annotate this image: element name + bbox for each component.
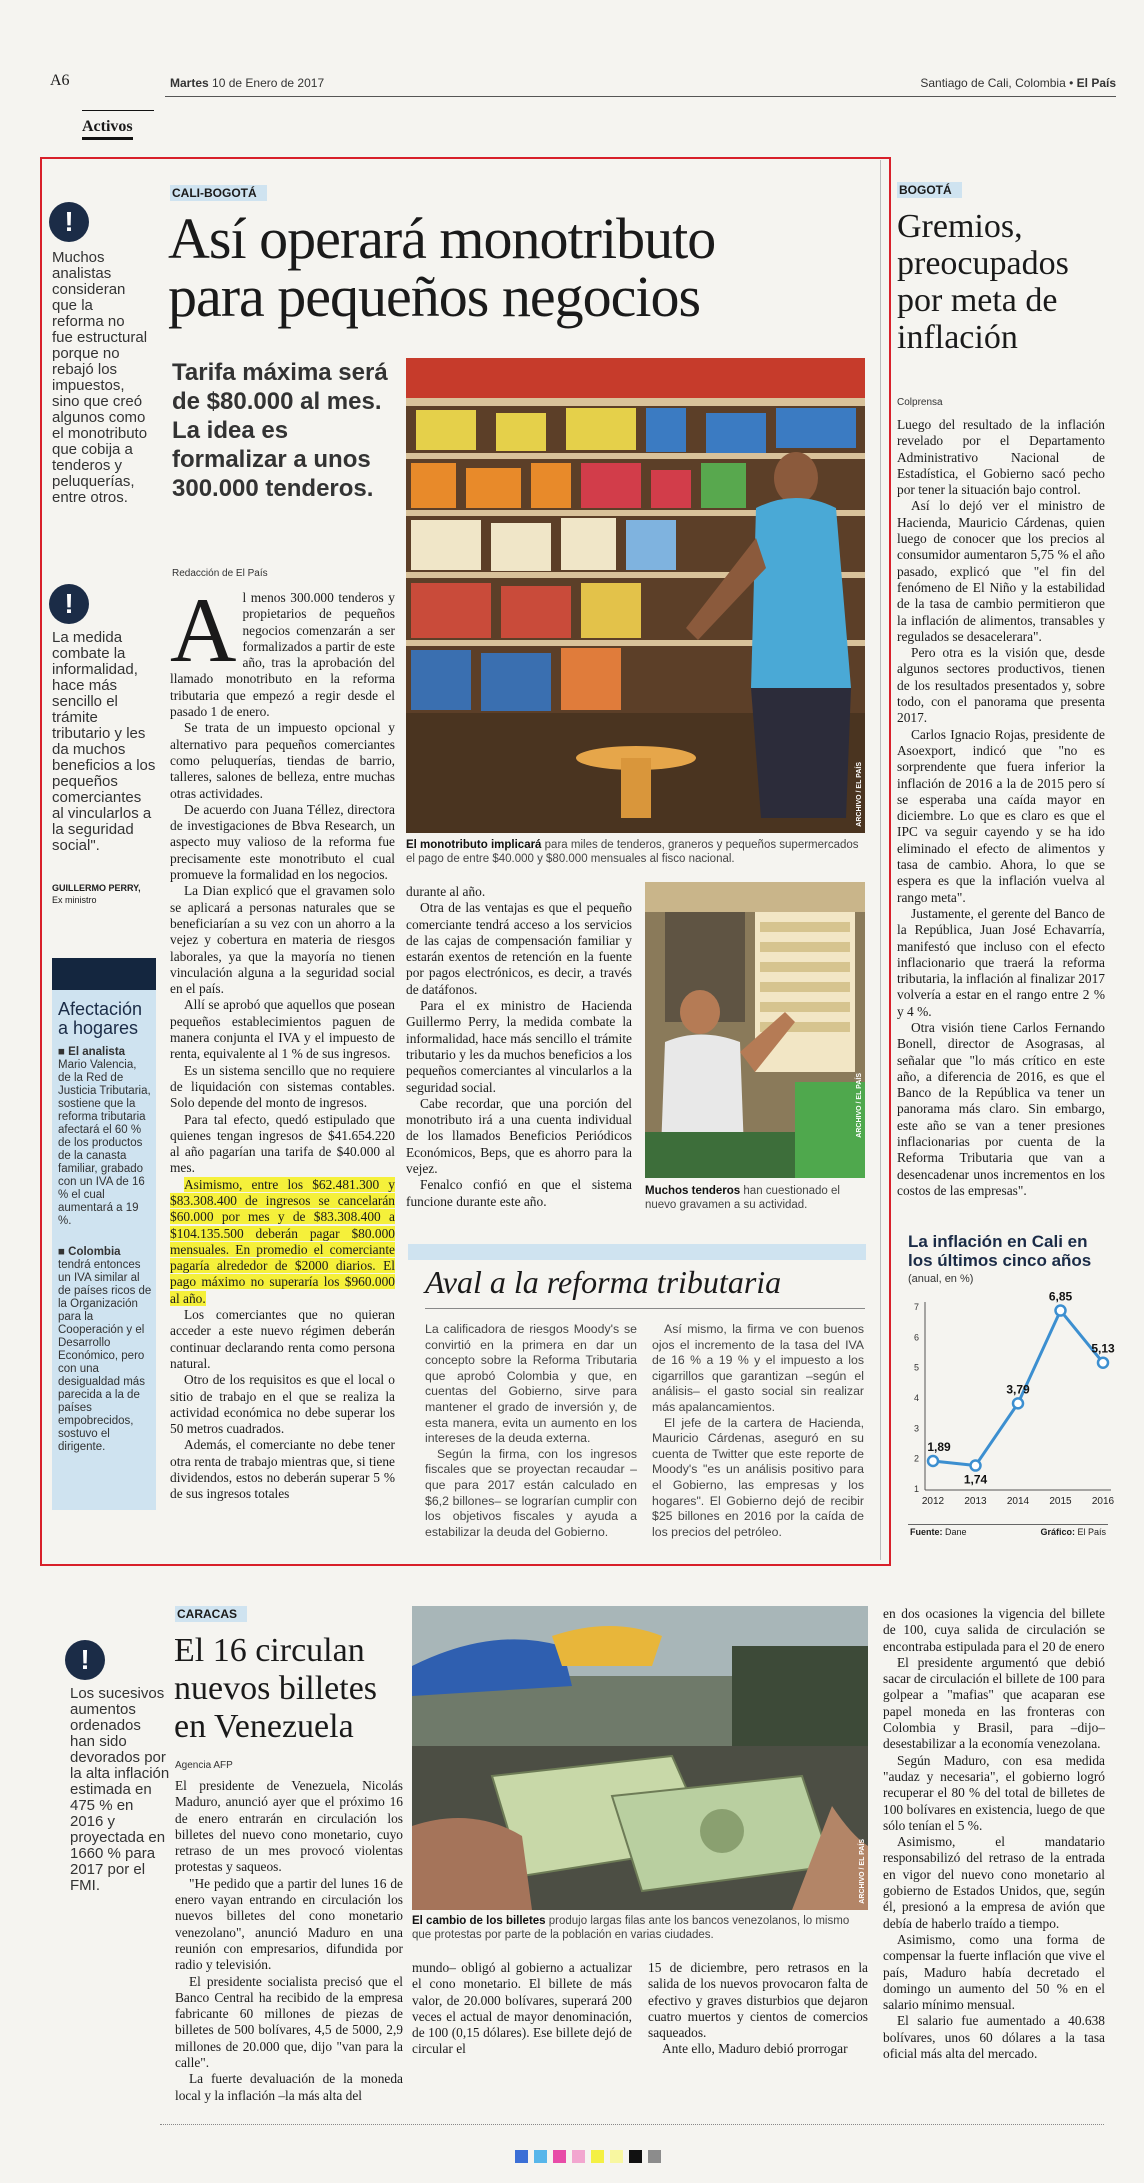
sidebar-box-item-2-text: tendrá entonces un IVA similar al de países ricos de la Organización para la Cooperación y el Desarrollo Económico, pero con una desigualdad más parecida a la de países empobrecidos, sostuvo el dirigente. <box>58 1259 152 1453</box>
photo1-caption <box>406 838 865 866</box>
chart-source-value: Dane <box>945 1527 967 1537</box>
y-tick-label: 6 <box>913 1332 919 1343</box>
sidebar-box-item-1-text: Mario Valencia, de la Red de Justicia Tributaria, sostiene que la reforma tributaria afectará el 60 % de los productos de la canasta familiar, grabado con un IVA de 16 % el cual aumentará a 19 %. <box>58 1059 151 1227</box>
photo-shopkeeper <box>645 882 865 1178</box>
paragraph: Luego del resultado de la inflación revelado por el Departamento Administrativo Nacional de Estadística, el Gobierno sacó pecho por tener la situación bajo control. <box>897 417 1105 498</box>
data-point <box>1013 1398 1023 1408</box>
color-swatch <box>648 2150 661 2163</box>
y-tick-label: 7 <box>913 1302 919 1312</box>
x-tick-label: 2015 <box>1049 1496 1072 1507</box>
sidebar-box-item-2 <box>58 1246 152 1454</box>
right-topic: BOGOTÁ <box>897 182 962 198</box>
paragraph: Según la firma, con los ingresos fiscales que se proyectan recaudar –que para 2017 están calculado en $6,2 billones– se lograrían cumplir con los objetivos fiscales y ayuda a estabilizar la deuda del Gobierno. <box>425 1446 637 1539</box>
paragraph: El presidente argumentó que debió sacar de circulación el billete de 100 para golpear a "mafias" que acaparan ese papel moneda en las fronteras con Colombia y Brasil, para –dijo– desestabilizar a la economía venezolana. <box>883 1654 1105 1752</box>
aval-title-rule <box>425 1308 865 1309</box>
right-byline: Colprensa <box>897 397 943 408</box>
paragraph: Asimismo, como una forma de compensar la fuerte inflación que vive el país, Maduro había decretado el domingo un aumento del 50 % en el salario mínimo mensual. <box>883 1931 1105 2013</box>
venezuela-col-4 <box>883 1606 1105 2062</box>
sidebar-quote-1: Muchos analistas consideran que la reforma no fue estructural porque no rebajó los impuestos, sino que creó algunos como el monotributo que cobija a tenderos y peluquerías, entre otros. <box>52 249 148 506</box>
data-label: 6,85 <box>1048 1289 1073 1304</box>
banknotes-illustration <box>412 1606 868 1910</box>
quote-author: GUILLERMO PERRY, <box>52 883 141 893</box>
inflation-chart <box>905 1288 1115 1520</box>
chart-subtitle: (anual, en %) <box>908 1273 974 1285</box>
x-tick-label: 2012 <box>921 1496 945 1507</box>
chart-graphic-label: Gráfico: <box>1040 1527 1075 1537</box>
header-date-day: Martes <box>170 76 209 90</box>
photo-credit: ARCHIVO / EL PAÍS <box>856 1073 863 1138</box>
info-icon: ! <box>49 202 89 242</box>
right-body <box>897 417 1105 1199</box>
header-location <box>920 76 1116 90</box>
info-icon: ! <box>65 1640 105 1680</box>
main-headline <box>168 206 868 329</box>
sidebar-box-item-1 <box>58 1046 152 1228</box>
x-tick-label: 2014 <box>1006 1496 1030 1507</box>
paragraph: Otro de los requisitos es que el local o sitio de trabajo en el que se realiza la actividad económica no debe superar los 50 metros cuadrados. <box>170 1372 395 1437</box>
section-tab-rule <box>82 110 154 111</box>
color-swatch <box>515 2150 528 2163</box>
color-registration-bar <box>515 2150 661 2164</box>
paragraph: Allí se aprobó que aquellos que posean pequeños establecimientos paguen de manera conjunta el IVA y el impuesto de renta, equivalente al 1 % de sus ingresos. <box>170 997 395 1062</box>
photo2-caption <box>645 1184 865 1212</box>
color-swatch <box>553 2150 566 2163</box>
paragraph: Se trata de un impuesto opcional y alternativo para pequeños comerciantes como peluquerías, tiendas de barrio, talleres, salones de belleza, entre muchas otras actividades. <box>170 720 395 801</box>
aval-title: Aval a la reforma tributaria <box>425 1264 782 1300</box>
main-headline-1: Así operará monotributo <box>168 206 716 271</box>
header-city: Santiago de Cali, Colombia • <box>920 76 1077 90</box>
quote-role: Ex ministro <box>52 895 97 905</box>
paragraph: Para tal efecto, quedó estipulado que quienes tengan ingresos de $41.654.220 al año pagarían una tarifa de $40.000 al mes. <box>170 1111 395 1176</box>
photo1-caption-text: para miles de tenderos, graneros y pequeños supermercados el pago de entre $40.000 y $80.000 mensuales al fisco nacional. <box>406 839 859 865</box>
chart-source-label: Fuente: <box>910 1527 943 1537</box>
photo-store-shelves <box>406 358 865 833</box>
paragraph: Pero otra es la visión que, desde algunos sectores productivos, tienen de los resultados presentados y, sobre todo, con el panorama que presenta 2017. <box>897 645 1105 726</box>
paragraph: El jefe de la cartera de Hacienda, Mauricio Cárdenas, aseguró en su cuenta de Twitter que este reporte de Moody's "es un análisis positivo para el Gobierno, las empresas y los hogares". El Gobierno dejó de recibir $25 billones en 2016 por la caída de los precios del petróleo. <box>652 1415 864 1539</box>
section-label: Activos <box>82 118 133 140</box>
data-label: 3,79 <box>1006 1382 1030 1397</box>
photo-banknotes <box>412 1606 868 1910</box>
main-headline-2: para pequeños negocios <box>168 264 701 329</box>
chart-footer <box>908 1524 1108 1538</box>
paragraph: 15 de diciembre, pero retrasos en la salida de los nuevos provocaron falta de efectivo y graves disturbios que dejaron cuatro muertos y cientos de comercios saqueados. <box>648 1960 868 2041</box>
right-headline: Gremios, preocupados por meta de inflación <box>897 208 1069 356</box>
photo-credit: ARCHIVO / EL PAÍS <box>856 762 863 827</box>
lead-paragraph: l menos 300.000 tenderos y propietarios de pequeños negocios comenzarán a ser formalizados a partir de este año, tras la aprobación del llamado monotributo en la reforma tributaria que empezó a regir desde el pasado 1 de enero. <box>170 590 395 720</box>
data-point <box>928 1456 938 1466</box>
paragraph: Es un sistema sencillo que no requiere de liquidación con sistemas contables. Solo depende del monto de ingresos. <box>170 1062 395 1111</box>
bottom-rule <box>160 2124 1104 2125</box>
venezuela-topic: CARACAS <box>175 1606 247 1622</box>
paragraph: Además, el comerciante no debe tener otra renta de trabajo mientras que, si tiene dividendos, estos no deberán superar 5 % de sus ingresos totales <box>170 1437 395 1502</box>
color-swatch <box>534 2150 547 2163</box>
color-swatch <box>591 2150 604 2163</box>
venezuela-byline: Agencia AFP <box>175 1760 233 1771</box>
store-shelves-illustration <box>406 358 865 833</box>
color-swatch <box>629 2150 642 2163</box>
aval-col-2 <box>652 1322 864 1540</box>
y-tick-label: 4 <box>913 1393 919 1403</box>
paragraph: "He pedido que a partir del lunes 16 de enero vayan entrando en circulación los nuevos billetes del cono monetario venezolano", anunció Maduro en una reunión con empresarios, difundida por radio y televisión. <box>175 1875 403 1973</box>
color-swatch <box>572 2150 585 2163</box>
x-tick-label: 2016 <box>1091 1496 1115 1507</box>
main-topic: CALI-BOGOTÁ <box>170 185 267 201</box>
header-date-rest: 10 de Enero de 2017 <box>208 76 325 90</box>
paragraph: La calificadora de riesgos Moody's se convirtió en la primera en dar un concepto sobre la Reforma Tributaria que aprobó Colombia y que, en cuentas del Gobierno, sirve para mantener el grado de inversión y, de esta manera, evita un aumento en los intereses de la deuda externa. <box>425 1322 637 1446</box>
color-swatch <box>610 2150 623 2163</box>
venezuela-col-3 <box>648 1960 868 2058</box>
header-rule <box>165 96 1116 97</box>
paragraph: Así lo dejó ver el ministro de Hacienda, Mauricio Cárdenas, quien luego de conocer que los precios al consumidor aumentaron 5,75 % el año pasado, explicó que "el fin del fenómeno de El Niño y la estabilidad de la tasa de cambio permitieron que la inflación de alimentos, transables y regulados se desacelerara". <box>897 498 1105 644</box>
photo2-caption-bold: Muchos tenderos <box>645 1185 741 1197</box>
paragraph: Fenalco confió en que el sistema funcione durante este año. <box>406 1177 632 1209</box>
aval-col-1 <box>425 1322 637 1540</box>
header-paper: El País <box>1076 76 1116 90</box>
paragraph: mundo– obligó al gobierno a actualizar el cono monetario. El billete de más valor, de 20.000 bolívares, superará 200 veces el actual de mayor denominación, de 100 (0,15 dólares). Ese billete dejó de circular el <box>412 1960 632 2057</box>
venezuela-col-1 <box>175 1778 403 2104</box>
paragraph: Así mismo, la firma ve con buenos ojos el incremento de la tasa del IVA de 16 % a 19 % y el impuesto a los cigarrillos que garantizan –según el análisis– el gasto social sin realizar más apalancamientos. <box>652 1322 864 1414</box>
paragraph: El salario fue aumentado a 40.638 bolívares, unos 60 dólares a la tasa oficial más alta del mercado. <box>883 2013 1105 2062</box>
main-byline: Redacción de El País <box>172 568 268 579</box>
paragraph: Cabe recordar, que una porción del monotributo irá a una cuenta individual de los llamados Beneficios Periódicos Económicos, Beps, que es ahorro para la vejez. <box>406 1095 632 1177</box>
main-col-2 <box>406 884 632 1210</box>
venezuela-caption-bold: El cambio de los billetes <box>412 1915 546 1927</box>
venezuela-photo-caption <box>412 1914 868 1942</box>
data-label: 5,13 <box>1091 1341 1115 1356</box>
paragraph: Otra de las ventajas es que el pequeño comerciante tendrá acceso a los servicios de las cajas de compensación familiar y estarán exentos de retención en la fuente por pagos electrónicos, es decir, a través de datáfonos. <box>406 900 632 997</box>
page-number: A6 <box>50 72 70 89</box>
y-tick-label: 2 <box>913 1453 919 1464</box>
sidebar-box-item-2-head: Colombia <box>68 1246 121 1258</box>
y-tick-label: 3 <box>913 1423 919 1434</box>
main-deck: Tarifa máxima será de $80.000 al mes. La idea es formalizar a unos 300.000 tenderos. <box>172 359 388 502</box>
photo2-caption-text: han cuestionado el nuevo gravamen a su actividad. <box>645 1185 840 1211</box>
venezuela-side-quote: Los sucesivos aumentos ordenados han sido devorados por la alta inflación estimada en 475 % en 2016 y proyectada en 1660 % para 2017 por el FMI. <box>70 1685 170 1894</box>
paragraph: La Dian explicó que el gravamen solo se aplicará a personas naturales que se beneficiarían a su vez con un ahorro a la vejez y cobertura en materia de riesgos laborales, ya que la mayoría no tienen vinculación alguna a la seguridad social en el país. <box>170 883 395 997</box>
photo1-caption-bold: El monotributo implicará <box>406 839 542 851</box>
bullet-icon: ■ <box>58 1246 69 1258</box>
venezuela-headline: El 16 circulan nuevos billetes en Venezuela <box>174 1632 378 1745</box>
data-label: 1,74 <box>963 1472 988 1487</box>
main-col-1 <box>170 579 395 1503</box>
paragraph: Carlos Ignacio Rojas, presidente de Asoexport, indicó que "no es sorprendente que fuera inferior la inflación de 2016 a la de 2015 pero sí se esperaba una caída mayor en diciembre. Lo que es claro es que el IPC va seguir cayendo y se ha ido eliminado el efecto de alimentos y tasa de cambio. Ahora, lo que se espera es que la inflación vuelva al rango meta". <box>897 726 1105 905</box>
paragraph: Otra visión tiene Carlos Fernando Bonell, director de Asograsas, al señalar que "lo más crítico en este año, a diferencia de 2016, es que el Banco de la República va tener un panorama más claro. Sin embargo, este año se van a tener presiones inflacionarias por cuenta de la Reforma Tributaria que van a desencadenar unos incrementos en los costos de las empresas". <box>897 1019 1105 1198</box>
chart-title: La inflación en Cali en los últimos cinco años <box>908 1232 1092 1270</box>
paragraph: durante al año. <box>406 884 486 899</box>
header-date <box>170 76 324 90</box>
data-point <box>1056 1306 1066 1316</box>
highlighted-paragraph <box>170 1177 395 1307</box>
paragraph: Asimismo, el mandatario responsabilizó del retraso de la entrada en vigor del nuevo cono monetario al gobierno de Estados Unidos, que, según él, presionó a la empresa de avión que debía de haberlo traído a tiempo. <box>883 1834 1105 1931</box>
paragraph: Según Maduro, con esa medida "audaz y necesaria", el gobierno logró recuperar el 80 % del total de billetes de 100 bolívares en existencia, luego de que sólo tenían el 5 %. <box>883 1752 1105 1833</box>
paragraph: De acuerdo con Juana Téllez, directora de investigaciones de Bbva Research, un aspecto muy valioso de la reforma fue precisamente este monotributo el cual promueve la formalidad en los negocios. <box>170 801 395 883</box>
sidebar-box-item-1-head: El analista <box>68 1046 126 1058</box>
shopkeeper-illustration <box>645 882 865 1178</box>
bullet-icon: ■ <box>58 1046 69 1058</box>
venezuela-caption-text: produjo largas filas ante los bancos venezolanos, lo mismo que protestas por parte de la población en varias ciudades. <box>412 1915 850 1941</box>
chart-source <box>910 1527 967 1537</box>
info-icon: ! <box>49 584 89 624</box>
chart-graphic <box>1040 1527 1106 1537</box>
highlight-text: Asimismo, entre los $62.481.300 y $83.308.400 de ingresos se cancelarán $60.000 por mes y de $83.308.400 a $104.135.500 deberán pagar $80.000 mensuales. En promedio el comerciante pagaría alrededor de $2000 diarios. El pago máximo no superaría los $960.000 al año. <box>170 1176 395 1306</box>
chart-graphic-value: El País <box>1077 1527 1106 1537</box>
data-point <box>971 1461 981 1471</box>
aval-box-band <box>408 1244 866 1260</box>
data-label: 1,89 <box>927 1440 951 1455</box>
paragraph: Los comerciantes que no quieran acceder a este nuevo régimen deberán continuar declarando renta como persona natural. <box>170 1307 395 1371</box>
paragraph: Para el ex ministro de Hacienda Guillermo Perry, la medida combate la informalidad, hace más sencillo el trámite tributario y les da muchos beneficios a los pequeños comerciantes al vincularlos a la seguridad social. <box>406 998 632 1095</box>
x-tick-label: 2013 <box>964 1496 987 1507</box>
paragraph: El presidente de Venezuela, Nicolás Maduro, anunció ayer que el próximo 16 de enero entrarán en circulación los billetes del nuevo cono monetario, cuyo retraso de un mes provocó violentas protestas y saqueos. <box>175 1778 403 1875</box>
dropcap: A <box>170 579 237 681</box>
paragraph: El presidente socialista precisó que el Banco Central ha recibido de la empresa fabricante 60 millones de piezas de billetes de 500 bolívares, 4,5 de 5000, 2,9 millones de 20.000 que, dijo "van para la calle". <box>175 1973 403 2071</box>
paragraph: Ante ello, Maduro debió prorrogar <box>662 2041 848 2057</box>
right-col-divider <box>880 160 881 1560</box>
paragraph: La fuerte devaluación de la moneda local y la inflación –la más alta del <box>175 2071 403 2103</box>
data-point <box>1098 1358 1108 1368</box>
paragraph: en dos ocasiones la vigencia del billete de 100, cuya salida de circulación se encontraba estipulada para el 20 de enero <box>883 1606 1105 1654</box>
sidebar-quote-2: La medida combate la informalidad, hace más sencillo el trámite tributario y les da muchos beneficios a los pequeños comerciantes al vincularlos a la seguridad social". <box>52 629 156 854</box>
sidebar-box <box>52 958 156 990</box>
paragraph: Justamente, el gerente del Banco de la República, Juan José Echavarría, manifestó que incluso con el efecto inflacionario que traerá la reforma tributaria, la inflación al finalizar 2017 volvería a estar en el rango entre 2 % y 4 %. <box>897 905 1105 1019</box>
y-tick-label: 5 <box>913 1362 919 1373</box>
photo-credit: ARCHIVO / EL PAÍS <box>859 1839 866 1904</box>
y-tick-label: 1 <box>913 1484 919 1494</box>
sidebar-box-title: Afectación a hogares <box>58 999 143 1038</box>
venezuela-col-2 <box>412 1960 632 2058</box>
